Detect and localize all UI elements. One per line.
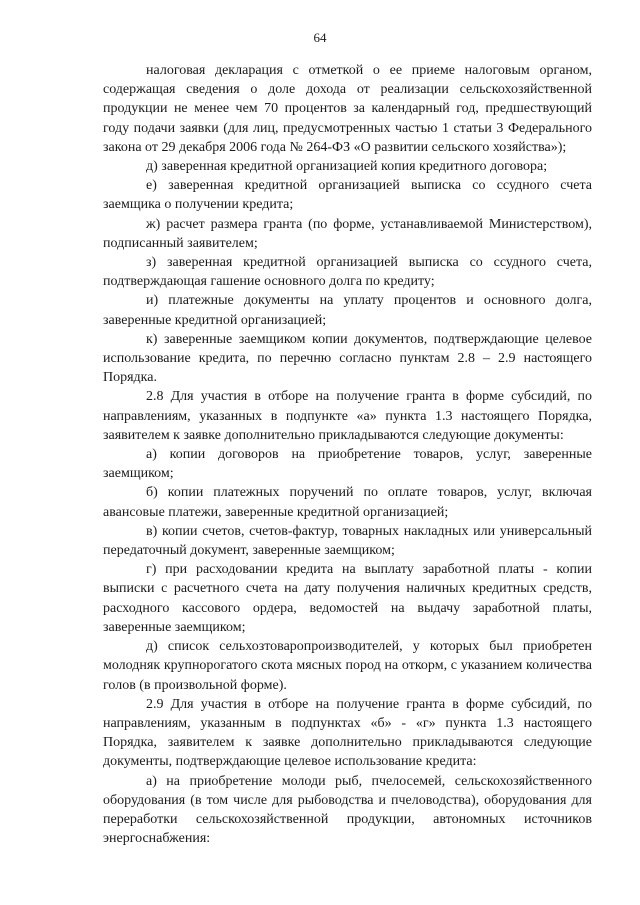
page-number: 64	[313, 30, 327, 45]
paragraph-item-zh: ж) расчет размера гранта (по форме, устанавливаемой Министерством), подписанный заявителем;	[103, 216, 592, 251]
document-body	[103, 61, 592, 848]
paragraph-continuation: налоговая декларация с отметкой о ее приеме налоговым органом, содержащая сведения о доле дохода от реализации сельскохозяйственной продукции не менее чем 70 процентов за календарный год, предшествующий году подачи заявки (для лиц, предусмотренных частью 1 статьи 3 Федерального закона от 29 декабря 2006 года № 264-ФЗ «О развитии сельского хозяйства»);	[103, 63, 592, 155]
paragraph-item-d: д) заверенная кредитной организацией копия кредитного договора;	[146, 159, 548, 175]
paragraph-item-z: з) заверенная кредитной организацией выписка со ссудного счета, подтверждающая гашение основного долга по кредиту;	[103, 255, 592, 290]
paragraph-2-8-item-v: в) копии счетов, счетов-фактур, товарных накладных или универсальный передаточный документ, заверенные заемщиком;	[103, 523, 592, 559]
paragraph-2-8-item-a: а) копии договоров на приобретение товаров, услуг, заверенные заемщиком;	[103, 447, 592, 482]
paragraph-2-9-item-a: а) на приобретение молоди рыб, пчелосемей, сельскохозяйственного оборудования (в том числе для рыбоводства и пчеловодства), оборудования для переработки сельскохозяйственной продукции, автономных источников энергоснабжения:	[103, 773, 592, 847]
paragraph-2-8-item-g: г) при расходовании кредита на выплату заработной платы - копии выписки с расчетного счета на дату получения наличных кредитных средств, расходного кассового ордера, ведомостей на выдачу заработной платы, заверенные заемщиком;	[103, 562, 592, 635]
paragraph-item-e: е) заверенная кредитной организацией выписка со ссудного счета заемщика о получении кредита;	[103, 178, 592, 213]
paragraph-2-8-item-d: д) список сельхозтоваропроизводителей, у которых был приобретен молодняк крупнорогатого скота мясных пород на откорм, с указанием количества голов (в произвольной форме).	[103, 639, 592, 693]
paragraph-section-2-8: 2.8 Для участия в отборе на получение гранта в форме субсидий, по направлениям, указанных в подпункте «а» пункта 1.3 настоящего Порядка, заявителем к заявке дополнительно прикладываются следующие документы:	[103, 389, 592, 443]
paragraph-section-2-9: 2.9 Для участия в отборе на получение гранта в форме субсидий, по направлениям, указанным в подпунктах «б» - «г» пункта 1.3 настоящего Порядка, заявителем к заявке дополнительно прикладываются следующие документы, подтверждающие целевое использование кредита:	[103, 696, 592, 770]
paragraph-item-k: к) заверенные заемщиком копии документов, подтверждающие целевое использование кредита, по перечню согласно пунктам 2.8 – 2.9 настоящего Порядка.	[103, 331, 592, 386]
paragraph-item-i: и) платежные документы на уплату процентов и основного долга, заверенные кредитной организацией;	[103, 293, 592, 328]
paragraph-2-8-item-b: б) копии платежных поручений по оплате товаров, услуг, включая авансовые платежи, заверенные кредитной организацией;	[103, 485, 592, 520]
